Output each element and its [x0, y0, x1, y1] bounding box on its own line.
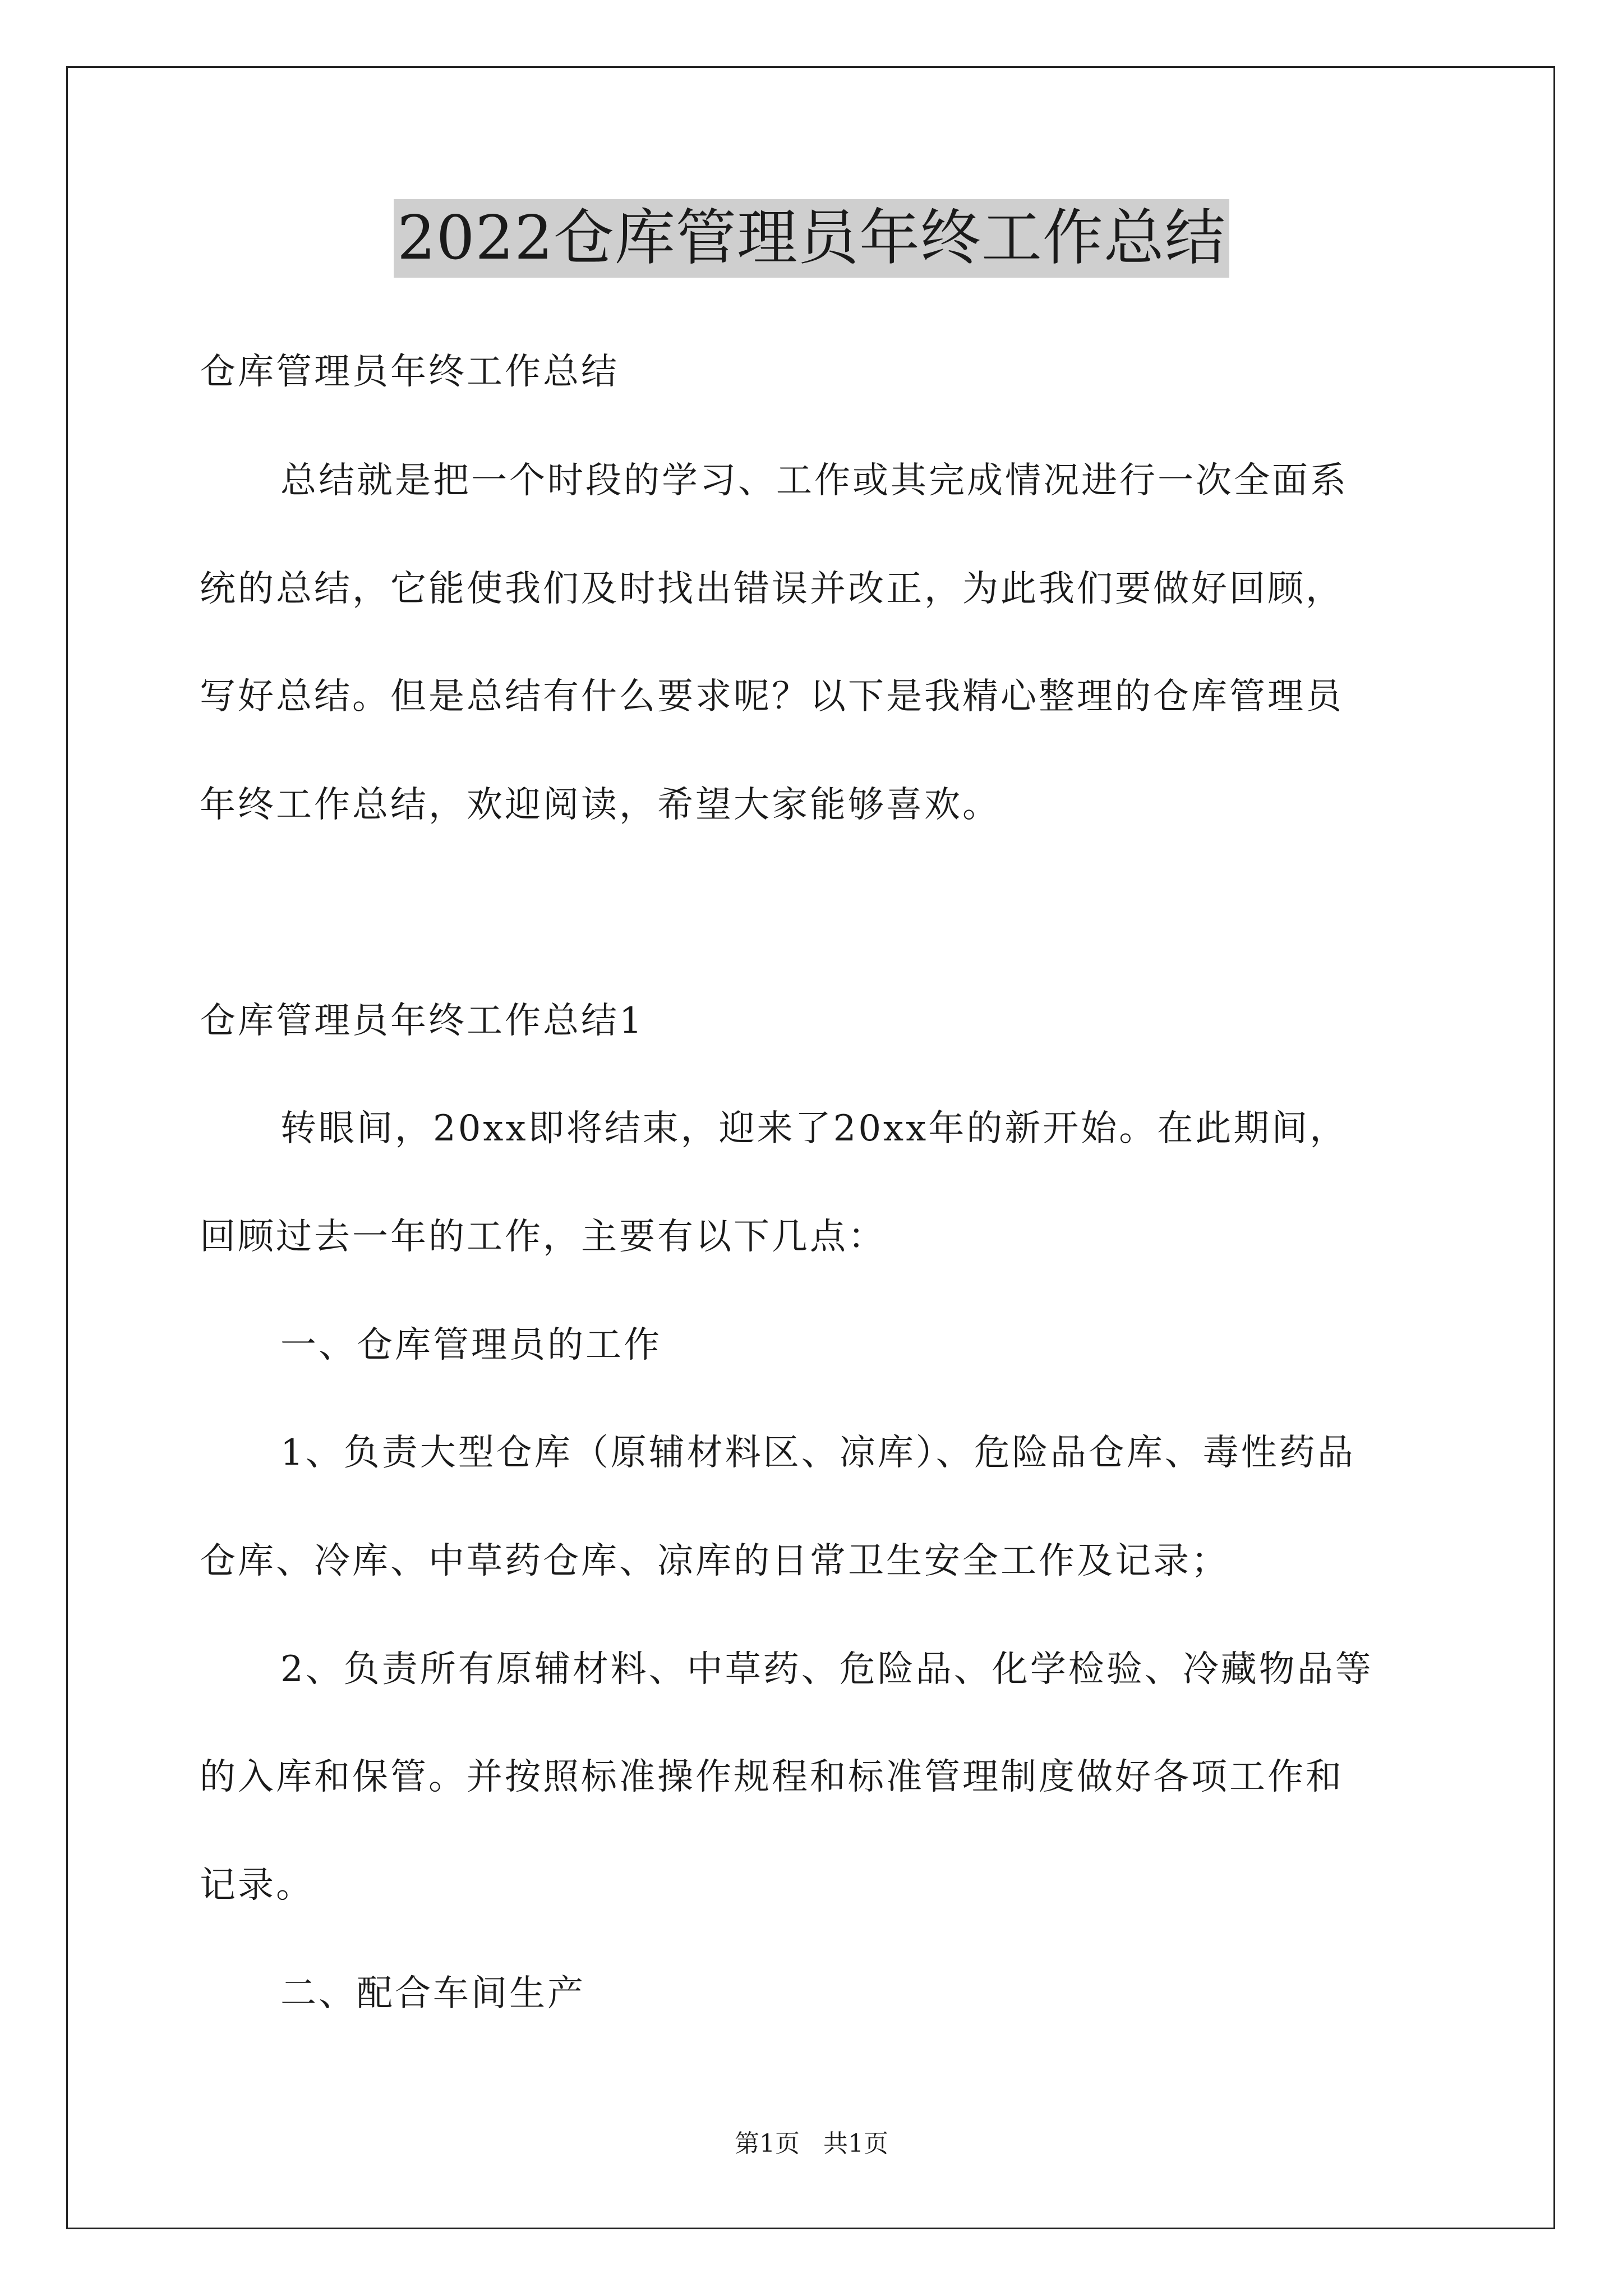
- intro-line-3: 写好总结。但是总结有什么要求呢？以下是我精心整理的仓库管理员: [200, 676, 1344, 717]
- body-line-6: 2、负责所有原辅材料、中草药、危险品、化学检验、冷藏物品等: [280, 1649, 1373, 1690]
- body-line-8: 记录。: [200, 1865, 314, 1906]
- document-title: 2022仓库管理员年终工作总结: [394, 199, 1229, 278]
- body-line-2: 回顾过去一年的工作，主要有以下几点：: [200, 1216, 886, 1258]
- body-line-1: 转眼间，20xx即将结束，迎来了20xx年的新开始。在此期间，: [280, 1108, 1348, 1149]
- list-heading-1: 一、仓库管理员的工作: [280, 1324, 662, 1366]
- body-line-4: 1、负责大型仓库（原辅材料区、凉库）、危险品仓库、毒性药品: [280, 1432, 1355, 1474]
- document-subtitle: 仓库管理员年终工作总结: [200, 351, 619, 393]
- intro-line-4: 年终工作总结，欢迎阅读，希望大家能够喜欢。: [200, 784, 1000, 826]
- document-title-block: [0, 199, 1623, 278]
- body-line-5: 仓库、冷库、中草药仓库、凉库的日常卫生安全工作及记录；: [200, 1540, 1229, 1582]
- section-heading: 仓库管理员年终工作总结1: [200, 1000, 644, 1042]
- intro-line-2: 统的总结，它能使我们及时找出错误并改正，为此我们要做好回顾，: [200, 568, 1344, 610]
- body-line-7: 的入库和保管。并按照标准操作规程和标准管理制度做好各项工作和: [200, 1756, 1344, 1798]
- list-heading-2: 二、配合车间生产: [280, 1973, 585, 2014]
- page-footer: 第1页 共1页: [735, 2129, 888, 2158]
- intro-line-1: 总结就是把一个时段的学习、工作或其完成情况进行一次全面系: [280, 460, 1348, 501]
